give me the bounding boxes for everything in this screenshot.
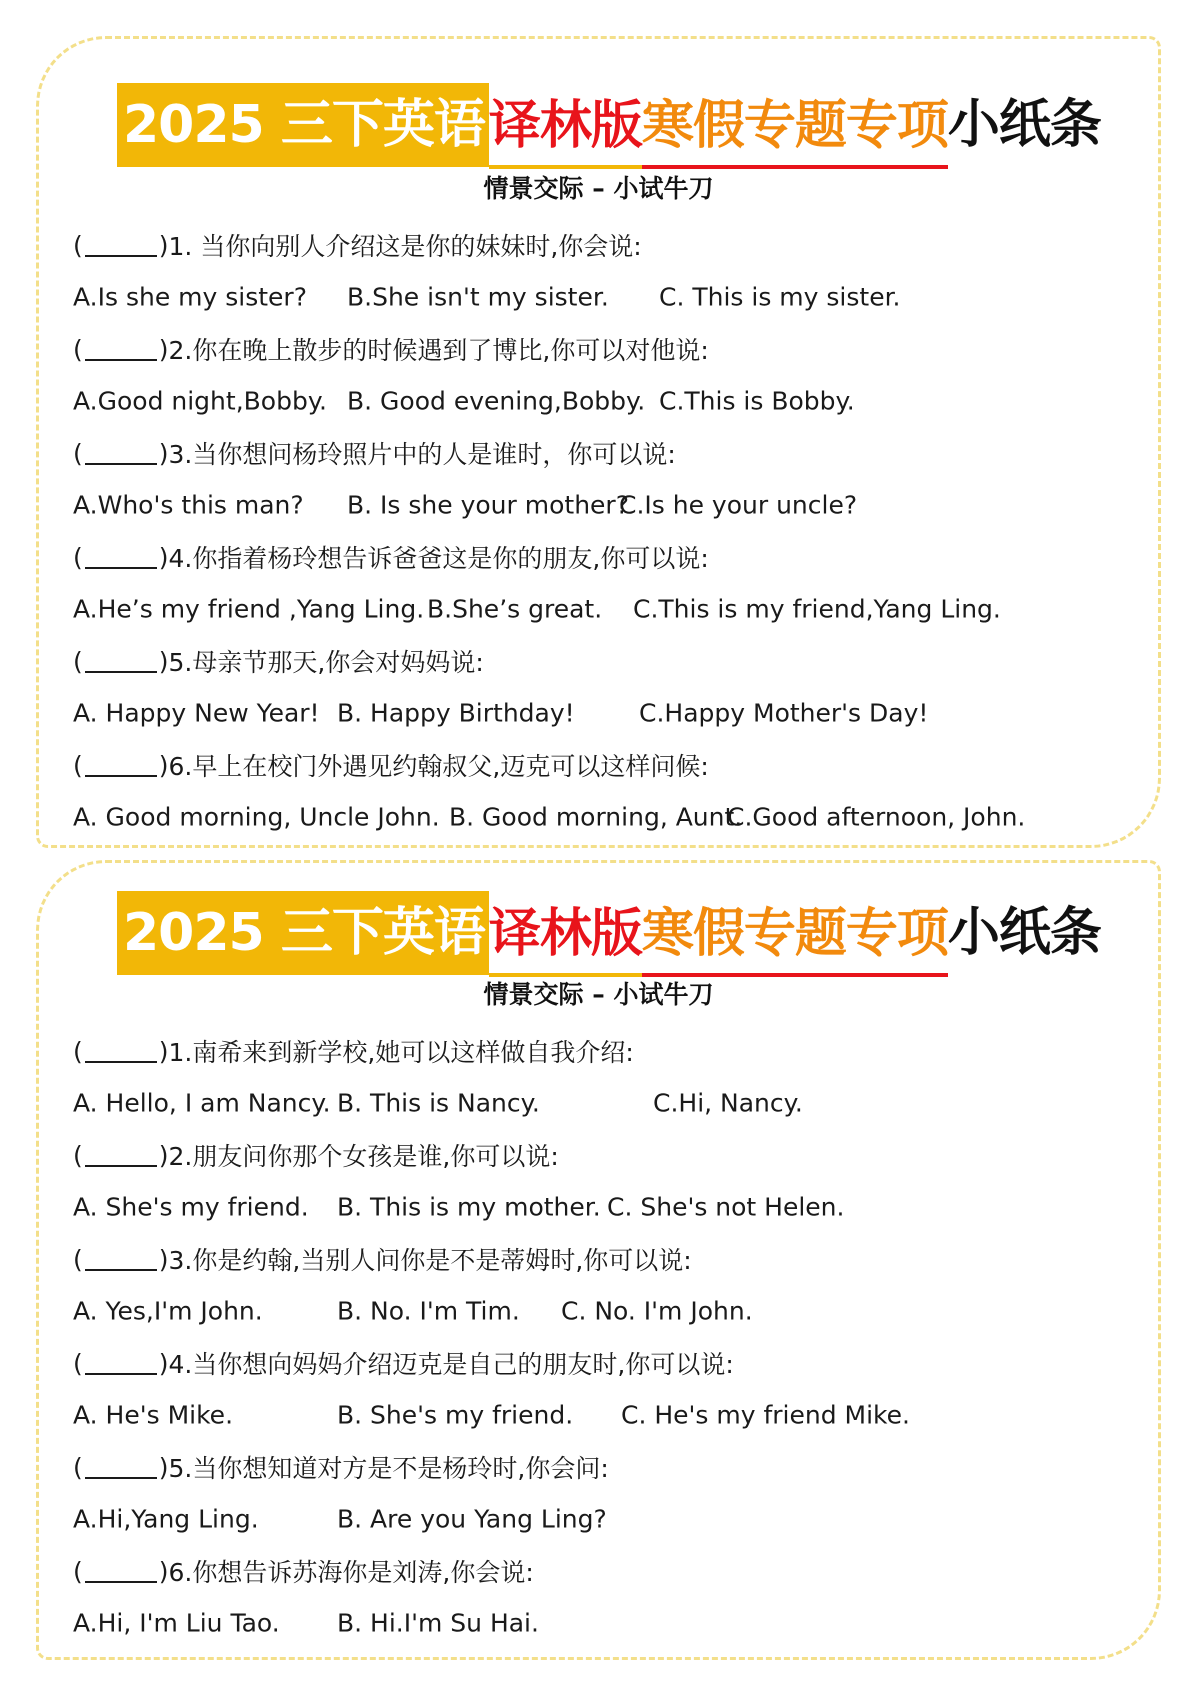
question-stem: ( ) 2.朋友问你那个女孩是谁,你可以说: [73,1140,559,1171]
title-edition-part: 译林版 [489,891,642,977]
title-year-part: 2025 三下英语 [117,83,489,167]
option-b[interactable]: B.She’s great. [427,594,603,624]
option-b[interactable]: B. This is my mother. [337,1192,601,1222]
option-a[interactable]: A. He's Mike. [73,1400,234,1430]
option-a[interactable]: A.Good night,Bobby. [73,386,328,416]
answer-blank[interactable] [85,1247,157,1271]
question-list [73,1025,1143,1649]
worksheet-card-1 [36,36,1161,848]
answer-blank[interactable] [85,441,157,465]
option-row [73,1077,1143,1129]
option-b[interactable]: B. Good morning, Aunt. [449,802,743,832]
title-year-part: 2025 三下英语 [117,891,489,975]
option-a[interactable]: A. Hello, I am Nancy. [73,1088,331,1118]
option-c[interactable]: C.This is my friend,Yang Ling. [633,594,1001,624]
answer-blank[interactable] [85,1455,157,1479]
option-a[interactable]: A.Hi,Yang Ling. [73,1504,259,1534]
option-row [73,479,1143,531]
option-row [73,1285,1143,1337]
answer-blank[interactable] [85,1143,157,1167]
option-a[interactable]: A.Is she my sister? [73,282,307,312]
option-a[interactable]: A. Good morning, Uncle John. [73,802,440,832]
option-row [73,583,1143,635]
worksheet-title [117,83,1101,167]
option-row [73,687,1143,739]
answer-blank[interactable] [85,1039,157,1063]
option-b[interactable]: B. Is she your mother? [347,490,629,520]
option-a[interactable]: A.Hi, I'm Liu Tao. [73,1608,280,1638]
question-stem: ( ) 1. 当你向别人介绍这是你的妹妹时,你会说: [73,230,642,261]
question-stem: ( ) 6.你想告诉苏海你是刘涛,你会说: [73,1556,534,1587]
option-a[interactable]: A. Yes,I'm John. [73,1296,263,1326]
option-c[interactable]: C.Good afternoon, John. [727,802,1026,832]
answer-blank[interactable] [85,753,157,777]
option-c[interactable]: C. He's my friend Mike. [621,1400,910,1430]
worksheet-title [117,891,1101,975]
option-c[interactable]: C. This is my sister. [659,282,901,312]
option-b[interactable]: B. Hi.I'm Su Hai. [337,1608,539,1638]
option-b[interactable]: B. She's my friend. [337,1400,574,1430]
question-stem: ( ) 5.母亲节那天,你会对妈妈说: [73,646,484,677]
option-row [73,271,1143,323]
option-c[interactable]: C.This is Bobby. [659,386,855,416]
option-b[interactable]: B.She isn't my sister. [347,282,609,312]
option-b[interactable]: B. This is Nancy. [337,1088,540,1118]
option-row [73,1181,1143,1233]
answer-blank[interactable] [85,545,157,569]
title-edition-part: 译林版 [489,83,642,169]
option-c[interactable]: C. No. I'm John. [561,1296,753,1326]
option-a[interactable]: A.Who's this man? [73,490,304,520]
option-a[interactable]: A.He’s my friend ,Yang Ling. [73,594,425,624]
option-c[interactable]: C.Hi, Nancy. [653,1088,803,1118]
question-stem: ( ) 3.你是约翰,当别人问你是不是蒂姆时,你可以说: [73,1244,692,1275]
section-subtitle: 情景交际 – 小试牛刀 [483,980,714,1009]
option-row [73,1597,1143,1649]
option-c[interactable]: C. She's not Helen. [607,1192,845,1222]
title-note-part: 小纸条 [947,95,1101,155]
question-stem: ( ) 5.当你想知道对方是不是杨玲时,你会问: [73,1452,609,1483]
worksheet-card-2 [36,860,1161,1660]
option-a[interactable]: A. Happy New Year! [73,698,320,728]
option-a[interactable]: A. She's my friend. [73,1192,309,1222]
title-note-part: 小纸条 [947,903,1101,963]
title-topic-part: 寒假专题专项 [642,891,948,977]
option-b[interactable]: B. Good evening,Bobby. [347,386,646,416]
question-stem: ( ) 2.你在晚上散步的时候遇到了博比,你可以对他说: [73,334,709,365]
answer-blank[interactable] [85,233,157,257]
option-row [73,375,1143,427]
answer-blank[interactable] [85,649,157,673]
option-row [73,791,1143,843]
title-topic-part: 寒假专题专项 [642,83,948,169]
question-stem: ( ) 6.早上在校门外遇见约翰叔父,迈克可以这样问候: [73,750,709,781]
option-row [73,1493,1143,1545]
option-b[interactable]: B. Happy Birthday! [337,698,575,728]
question-stem: ( ) 1.南希来到新学校,她可以这样做自我介绍: [73,1036,634,1067]
option-row [73,1389,1143,1441]
section-subtitle: 情景交际 – 小试牛刀 [483,174,714,203]
question-stem: ( ) 4.你指着杨玲想告诉爸爸这是你的朋友,你可以说: [73,542,709,573]
option-b[interactable]: B. Are you Yang Ling? [337,1504,607,1534]
question-list [73,219,1143,843]
option-b[interactable]: B. No. I'm Tim. [337,1296,520,1326]
option-c[interactable]: C.Happy Mother's Day! [639,698,929,728]
question-stem: ( ) 3.当你想问杨玲照片中的人是谁时，你可以说: [73,438,676,469]
answer-blank[interactable] [85,1559,157,1583]
answer-blank[interactable] [85,1351,157,1375]
option-c[interactable]: C.Is he your uncle? [619,490,858,520]
answer-blank[interactable] [85,337,157,361]
question-stem: ( ) 4.当你想向妈妈介绍迈克是自己的朋友时,你可以说: [73,1348,734,1379]
